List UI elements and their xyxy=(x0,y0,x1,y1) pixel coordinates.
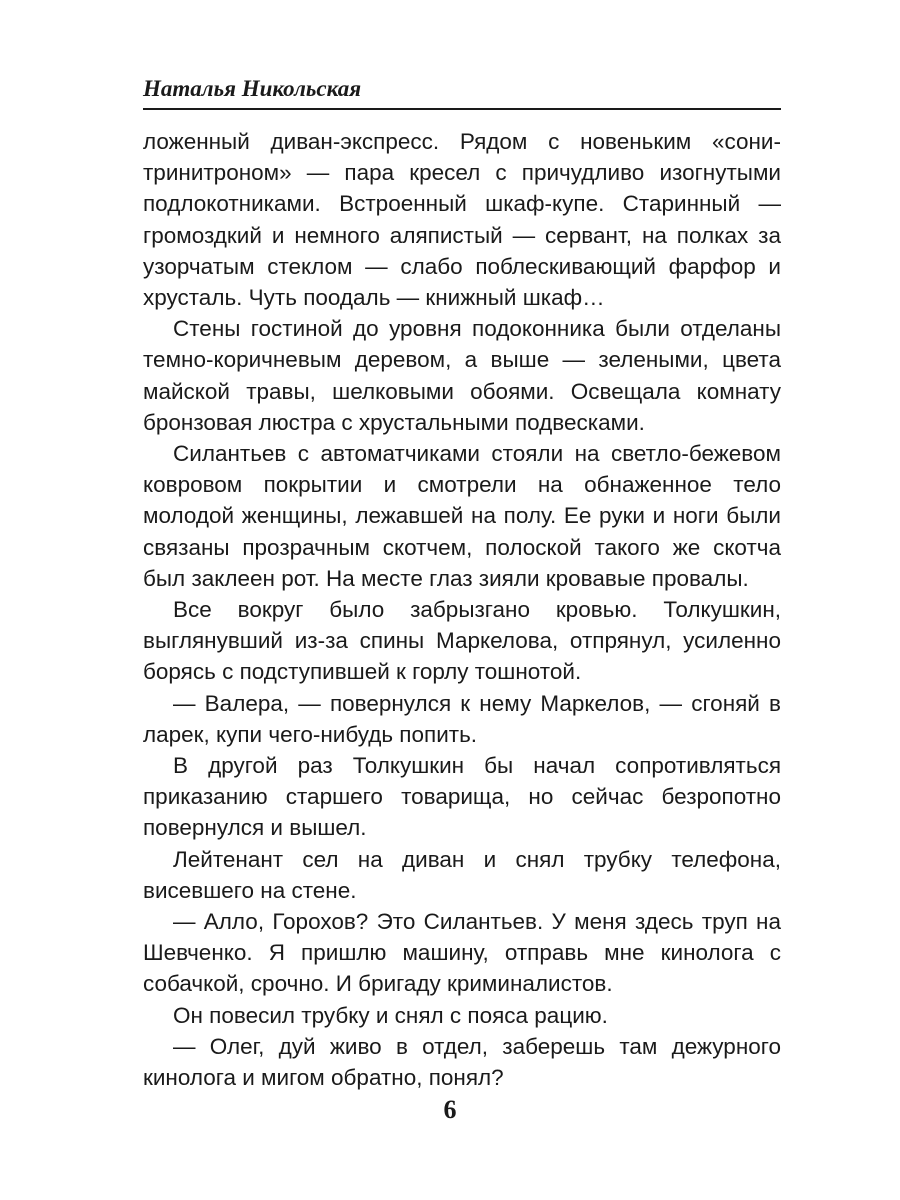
paragraph: Лейтенант сел на диван и снял трубку телефона, висевшего на стене. xyxy=(143,846,781,903)
paragraph: Все вокруг было забрызгано кровью. Толкушкин, выглянувший из-за спины Маркелова, отпрянул, усиленно борясь с подступившей к горлу тошнотой. xyxy=(143,597,781,685)
paragraph: Силантьев с автоматчиками стояли на светло-бежевом ковровом покрытии и смотрели на обнаженное тело молодой женщины, лежавшей на полу. Ее руки и ноги были связаны прозрачным скотчем, полоской такого же скотча был заклеен рот. На месте глаз зияли кровавые провалы. xyxy=(143,441,781,591)
body-text xyxy=(143,126,781,1093)
paragraph: В другой раз Толкушкин бы начал сопротивляться приказанию старшего товарища, но сейчас безропотно повернулся и вышел. xyxy=(143,753,781,841)
page-number: 6 xyxy=(443,1095,457,1124)
paragraph: ложенный диван-экспресс. Рядом с новеньким «сони-тринитроном» — пара кресел с причудливо изогнутыми подлокотниками. Встроенный шкаф-купе. Старинный — громоздкий и немного аляпистый — сервант, на полках за узорчатым стеклом — слабо поблескивающий фарфор и хрусталь. Чуть поодаль — книжный шкаф… xyxy=(143,129,781,311)
paragraph: Он повесил трубку и снял с пояса рацию. xyxy=(173,1002,608,1028)
dialogue-line: — Валера, — повернулся к нему Маркелов, — сгоняй в ларек, купи чего-нибудь попить. xyxy=(143,690,781,747)
header-rule xyxy=(143,108,781,110)
running-head-author: Наталья Никольская xyxy=(143,76,362,101)
dialogue-line: — Олег, дуй живо в отдел, заберешь там дежурного кинолога и мигом обратно, понял? xyxy=(143,1033,781,1091)
paragraph: Стены гостиной до уровня подоконника были отделаны темно-коричневым деревом, а выше — зелеными, цвета майской травы, шелковыми обоями. Освещала комнату бронзовая люстра с хрустальными подвесками. xyxy=(143,316,781,435)
dialogue-line: — Алло, Горохов? Это Силантьев. У меня здесь труп на Шевченко. Я пришлю машину, отправь мне кинолога с собачкой, срочно. И бригаду криминалистов. xyxy=(143,909,781,997)
